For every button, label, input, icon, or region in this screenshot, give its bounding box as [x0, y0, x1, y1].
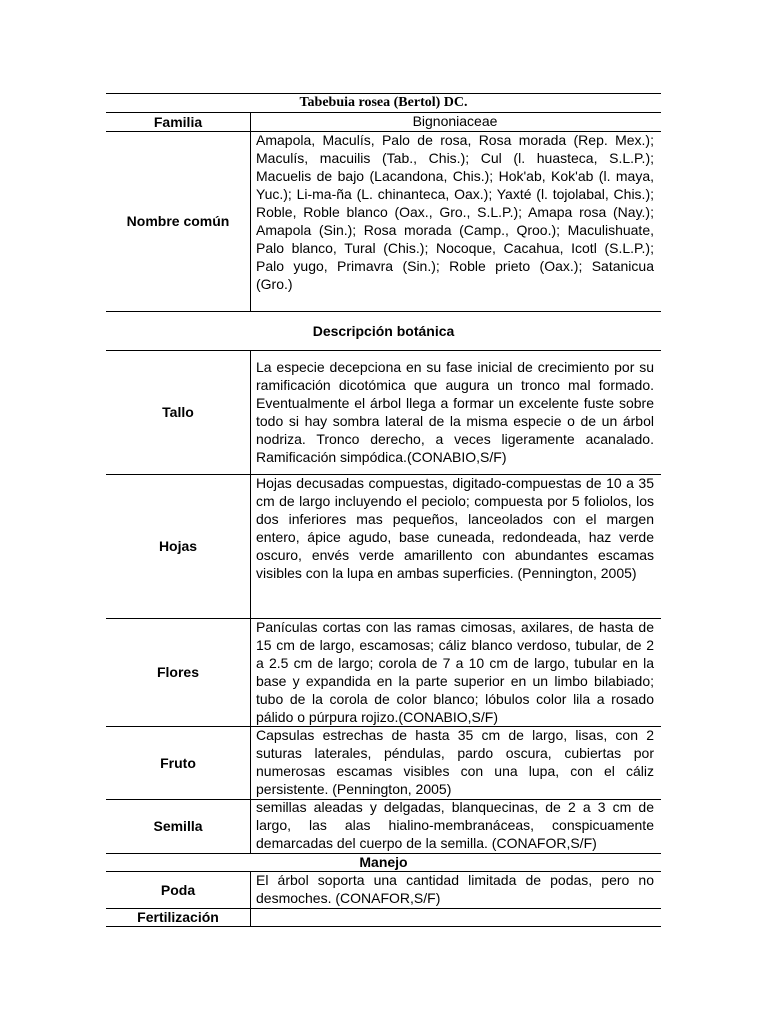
- label-poda: Poda: [160, 881, 196, 898]
- section-manejo: Manejo: [359, 854, 408, 870]
- label-fruto: Fruto: [160, 754, 196, 771]
- value-nombre-comun: Amapola, Maculís, Palo de rosa, Rosa morada (Rep. Mex.); Maculís, macuilis (Tab., Chis.); Cul (l. huasteca, S.L.P.); Macuelis de bajo (Lacandona, Chis.); Hok'ab, Kok'ab (l. maya, Yuc.); Li-ma-ña (L. chinanteca, Oax.); Yaxté (l. tojolabal, Chis.); Roble, Roble blanco (Oax., Gro., S.L.P.); Amapa rosa (Nay.); Amapola (Sin.); Rosa morada (Camp., Qroo.); Maculishuate, Palo blanco, Tural (Chis.); Nocoque, Cacahua, Icotl (S.L.P.); Palo yugo, Primavra (Sin.); Roble prieto (Oax.); Satanicua (Gro.): [256, 132, 654, 292]
- label-tallo: Tallo: [162, 404, 194, 420]
- rule-table-bottom: [106, 926, 661, 927]
- label-hojas: Hojas: [158, 538, 198, 554]
- value-hojas: Hojas decusadas compuestas, digitado-compuestas de 10 a 35 cm de largo incluyendo el peciolo; compuesta por 5 foliolos, los dos inferiores mas pequeños, lanceolados con el margen entero, ápice agudo, base cuneada, redondeada, haz verde oscuro, envés verde amarillento con abundantes escamas visibles con la lupa en ambas superficies. (Pennington, 2005): [256, 475, 654, 581]
- value-tallo: La especie decepciona en su fase inicial de crecimiento por su ramificación dicotómica que augura un tronco mal formado. Eventualmente el árbol llega a formar un excelente fuste sobre todo si hay sombra lateral de la misma especie o de un árbol nodriza. Tronco derecho, a veces ligeramente acanalado. Ramificación simpódica.(CONABIO,S/F): [256, 359, 654, 465]
- label-semilla: Semilla: [153, 818, 203, 834]
- label-fertilizacion: Fertilización: [137, 909, 219, 925]
- value-semilla: semillas aleadas y delgadas, blanquecinas, de 2 a 3 cm de largo, las alas hialino-membranáceas, conspicuamente demarcadas del cuerpo de la semilla. (CONAFOR,S/F): [256, 799, 654, 851]
- column-divider-middle: [250, 350, 251, 853]
- value-flores: Panículas cortas con las ramas cimosas, axilares, de hasta de 15 cm de largo, escamosas; cáliz blanco verdoso, tubular, de 2 a 2.5 cm de largo; corola de 7 a 10 cm de largo, tubular en la base y expandida en la parte superior en un limbo bilabiado; tubo de la corola de color blanco; lóbulos color lila a rosado pálido o púrpura rojizo.(CONABIO,S/F): [256, 619, 654, 725]
- label-flores: Flores: [156, 664, 199, 680]
- column-divider-bottom: [250, 871, 251, 926]
- value-fertilizacion: [256, 908, 654, 926]
- value-fruto: Capsulas estrechas de hasta 35 cm de largo, lisas, con 2 suturas laterales, péndulas, pardo oscura, cubiertas por numerosas escamas visibles con una lupa, con el cáliz persistente. (Pennington, 2005): [256, 727, 654, 797]
- value-familia: Bignoniaceae: [412, 113, 498, 129]
- value-poda: El árbol soporta una cantidad limitada de podas, pero no desmoches. (CONAFOR,S/F): [256, 872, 654, 906]
- label-familia: Familia: [153, 113, 203, 130]
- label-nombre-comun: Nombre común: [126, 213, 230, 229]
- column-divider-top: [250, 112, 251, 311]
- table-title: Tabebuia rosea (Bertol) DC.: [299, 95, 468, 110]
- section-descripcion-botanica: Descripción botánica: [312, 322, 455, 339]
